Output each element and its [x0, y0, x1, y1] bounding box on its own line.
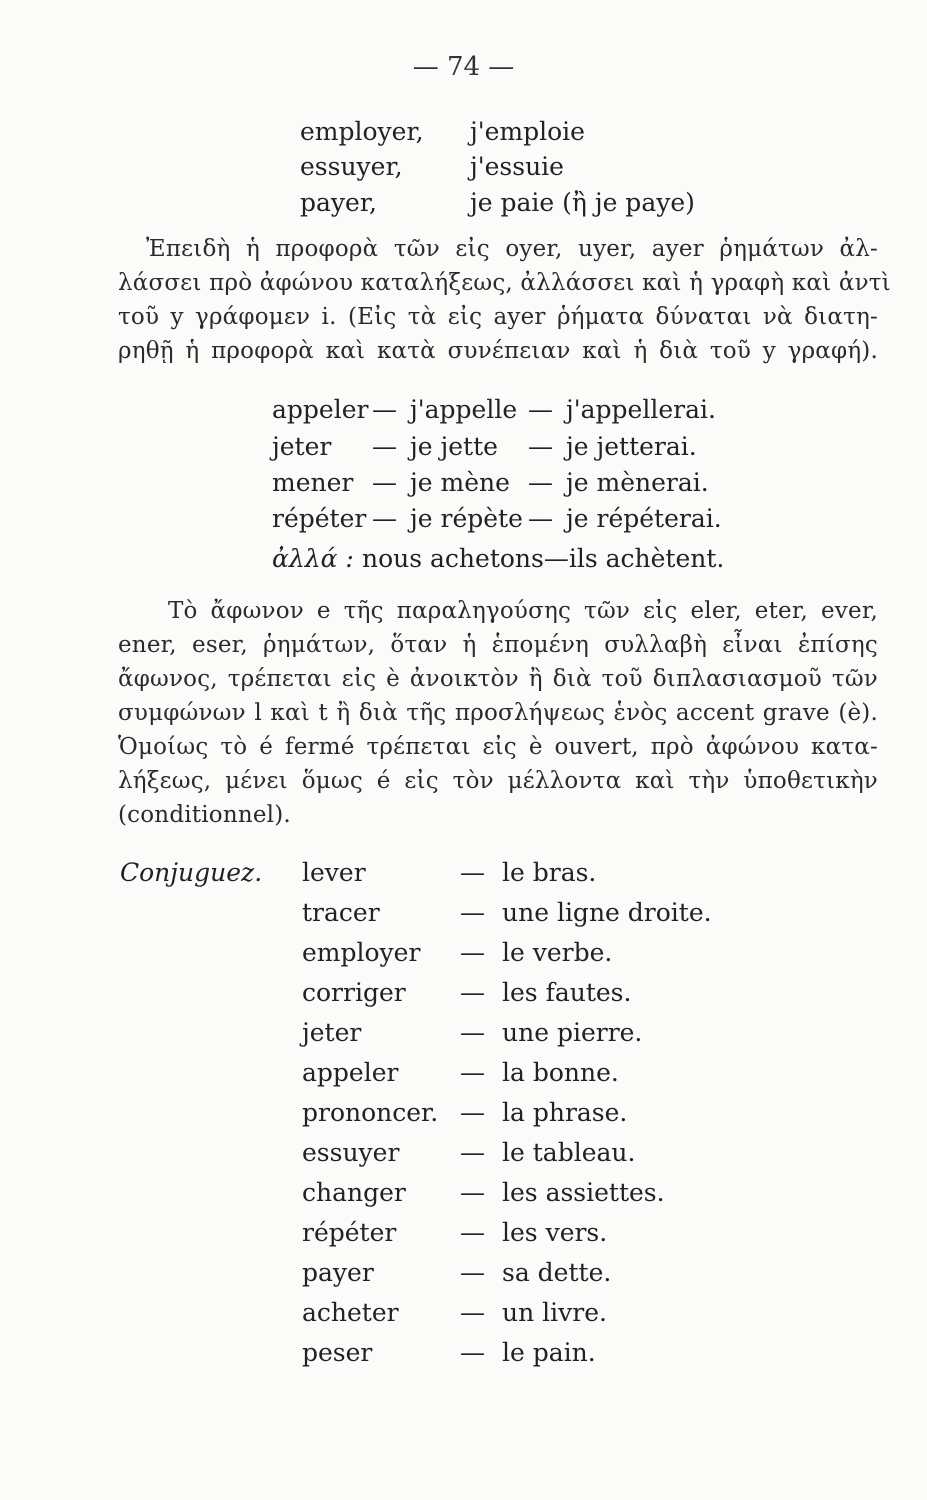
conj-present: j'appelle [410, 395, 518, 424]
intro-infinitive: employer, [300, 117, 424, 146]
conj-future: j'appellerai. [566, 395, 716, 424]
conj-present: je répète [410, 504, 523, 533]
conj-dash: — [372, 504, 397, 533]
exercise-object: une pierre. [502, 1018, 643, 1047]
paragraph-2 [118, 594, 878, 832]
paragraph-line: λήξεως, μένει ὅμως é εἰς τὸν μέλλοντα καὶ τὴν ὑποθετικὴν [118, 768, 878, 794]
exercise-object: le bras. [502, 858, 597, 887]
exercise-dash: — [460, 1058, 485, 1087]
conj-dash: — [528, 395, 553, 424]
conj-dash: — [372, 432, 397, 461]
exercise-verb: prononcer. [302, 1098, 439, 1127]
conj-infinitive: répéter [272, 504, 367, 533]
paragraph-line: συμφώνων l καὶ t ἢ διὰ τῆς προσλήψεως ἑνὸς accent grave (è). [118, 700, 878, 726]
exercise-dash: — [460, 1218, 485, 1247]
exercise-dash: — [460, 1298, 485, 1327]
conj-dash: — [372, 395, 397, 424]
intro-present: j'emploie [470, 117, 585, 146]
exercise-verb: corriger [302, 978, 406, 1007]
paragraph-1 [118, 232, 891, 368]
paragraph-line: Τὸ ἄφωνον e τῆς παραληγούσης τῶν εἰς eler, eter, ever, [168, 598, 878, 624]
intro-present: je paie (ἢ je paye) [470, 188, 695, 217]
exercise-dash: — [460, 858, 485, 887]
exercise-object: un livre. [502, 1298, 607, 1327]
intro-infinitive: payer, [300, 188, 377, 217]
exercise-dash: — [460, 978, 485, 1007]
conj-dash: — [372, 468, 397, 497]
conj-dash: — [528, 504, 553, 533]
page-number: — 74 — [412, 52, 515, 82]
exercise-verb: essuyer [302, 1138, 400, 1167]
paragraph-line: Ἐπειδὴ ἡ προφορὰ τῶν εἰς oyer, uyer, ayer ῥημάτων ἀλ- [146, 236, 878, 262]
alla-text: nous achetons—ils achètent. [362, 544, 725, 573]
exercise-verb: peser [302, 1338, 373, 1367]
exercise-verb: lever [302, 858, 366, 887]
exercise-object: le verbe. [502, 938, 613, 967]
exercise-dash: — [460, 1138, 485, 1167]
intro-present: j'essuie [470, 152, 564, 181]
conj-infinitive: jeter [272, 432, 332, 461]
exercise-verb: acheter [302, 1298, 399, 1327]
exercise-object: une ligne droite. [502, 898, 712, 927]
paragraph-line: ener, eser, ῥημάτων, ὅταν ἡ ἑπομένη συλλαβὴ εἶναι ἐπίσης [118, 632, 878, 658]
conj-future: je jetterai. [566, 432, 697, 461]
exercise-object: les vers. [502, 1218, 608, 1247]
alla-label: ἀλλά : [272, 544, 354, 573]
intro-infinitive: essuyer, [300, 152, 403, 181]
conj-present: je jette [410, 432, 498, 461]
exercise-object: les assiettes. [502, 1178, 665, 1207]
exercise-dash: — [460, 1258, 485, 1287]
exercise-dash: — [460, 1338, 485, 1367]
exercise-verb: répéter [302, 1218, 397, 1247]
conj-future: je mènerai. [566, 468, 709, 497]
exercise-verb: tracer [302, 898, 380, 927]
exercise-object: sa dette. [502, 1258, 612, 1287]
paragraph-line: Ὁμοίως τὸ é fermé τρέπεται εἰς è ouvert, πρὸ ἀφώνου κατα- [118, 734, 878, 760]
exercise-verb: changer [302, 1178, 406, 1207]
conj-dash: — [528, 432, 553, 461]
paragraph-line: λάσσει πρὸ ἀφώνου καταλήξεως, ἀλλάσσει καὶ ἡ γραφὴ καὶ ἀντὶ [118, 270, 891, 296]
exercise-dash: — [460, 1178, 485, 1207]
paragraph-line: τοῦ y γράφομεν i. (Εἰς τὰ εἰς ayer ῥήματα δύναται νὰ διατη- [118, 304, 878, 330]
exercise-object: la bonne. [502, 1058, 619, 1087]
exercise-object: le pain. [502, 1338, 596, 1367]
exercise-dash: — [460, 1098, 485, 1127]
paragraph-line: (conditionnel). [118, 802, 291, 828]
conj-dash: — [528, 468, 553, 497]
exercise-object: la phrase. [502, 1098, 628, 1127]
conj-future: je répéterai. [566, 504, 722, 533]
exercise-dash: — [460, 1018, 485, 1047]
exercise-verb: employer [302, 938, 421, 967]
exercise-verb: appeler [302, 1058, 399, 1087]
conj-infinitive: mener [272, 468, 354, 497]
exercise-label: Conjuguez. [120, 858, 263, 887]
paragraph-line: ρηθῇ ἡ προφορὰ καὶ κατὰ συνέπειαν καὶ ἡ διὰ τοῦ y γραφή). [118, 338, 878, 364]
paragraph-line: ἄφωνος, τρέπεται εἰς è ἀνοικτὸν ἢ διὰ τοῦ διπλασιασμοῦ τῶν [118, 666, 878, 692]
exercise-dash: — [460, 898, 485, 927]
exercise-object: le tableau. [502, 1138, 636, 1167]
exercise-dash: — [460, 938, 485, 967]
conj-infinitive: appeler [272, 395, 369, 424]
exercise-object: les fautes. [502, 978, 632, 1007]
exercise-verb: payer [302, 1258, 374, 1287]
exercise-verb: jeter [302, 1018, 362, 1047]
conj-present: je mène [410, 468, 510, 497]
